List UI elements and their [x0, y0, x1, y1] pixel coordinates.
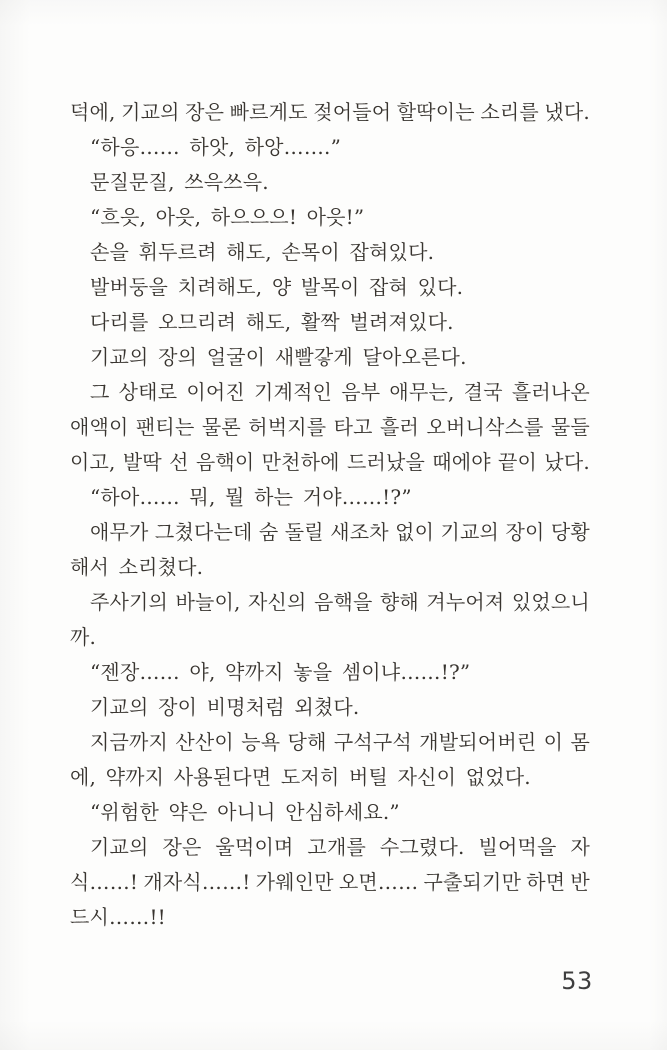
text-word: 흘러: [380, 415, 420, 439]
text-word: 산산이: [175, 730, 234, 754]
text-line: “흐읏, 아읏, 하으으으! 아읏!”: [90, 205, 365, 229]
text-word: 겨누어져: [426, 590, 505, 614]
text-word: 개발되어버린: [419, 730, 537, 754]
text-word: 울먹이며: [215, 835, 294, 859]
text-word: 때에야: [432, 450, 491, 474]
text-word: 식……!: [70, 870, 139, 894]
text-word: 반: [570, 870, 590, 894]
text-word: 냈다.: [544, 100, 590, 124]
text-word: 하면: [526, 870, 566, 894]
text-line: 손을 휘두르려 해도, 손목이 잡혀있다.: [90, 240, 435, 264]
text-block: [70, 95, 590, 935]
text-word: 있었으니: [511, 590, 590, 614]
text-word: 덕에,: [70, 100, 116, 124]
text-word: 음부: [341, 380, 381, 404]
text-line: 기교의 장이 비명처럼 외쳤다.: [90, 695, 360, 719]
text-word: 발딱: [122, 450, 162, 474]
text-word: 이고,: [70, 450, 116, 474]
text-word: 허벅지를: [248, 415, 327, 439]
text-line: [70, 445, 590, 480]
text-word: 빠르게도: [229, 100, 308, 124]
text-word: 끝이: [498, 450, 538, 474]
text-word: 자: [570, 835, 590, 859]
text-word: 바늘이,: [175, 590, 241, 614]
text-line: [70, 515, 590, 550]
text-word: 장이: [505, 520, 545, 544]
text-line: 다리를 오므리려 해도, 활짝 벌려져있다.: [90, 310, 454, 334]
text-word: 팬티는: [135, 415, 195, 439]
text-word: 없이: [395, 520, 435, 544]
text-word: 고개를: [307, 835, 366, 859]
text-word: 음핵이: [195, 450, 255, 474]
text-line: “하응…… 하앗, 하앙…….”: [90, 135, 341, 159]
text-line: “하아…… 뭐, 뭘 하는 거야……!?”: [90, 485, 412, 509]
text-line: “젠장…… 야, 약까지 놓을 셈이냐……!?”: [90, 660, 471, 684]
text-word: 오버니삭스를: [426, 415, 544, 439]
text-word: 젖어들어: [313, 100, 392, 124]
text-word: 선: [169, 450, 189, 474]
text-word: 새조차: [330, 520, 389, 544]
text-word: 기계적인: [254, 380, 333, 404]
text-word: 소리를: [480, 100, 539, 124]
text-word: 났다.: [544, 450, 590, 474]
text-word: 자신의: [248, 590, 307, 614]
text-word: 장은: [162, 835, 202, 859]
text-word: 구석구석: [333, 730, 412, 754]
text-line: [70, 725, 590, 760]
text-word: 그쳤다는데: [154, 520, 253, 544]
text-word: 당황: [550, 520, 590, 544]
page-number: 53: [561, 967, 593, 995]
text-word: 개자식……!: [143, 870, 251, 894]
text-word: 능욕: [241, 730, 281, 754]
text-line: [70, 95, 590, 130]
text-word: 결국: [463, 380, 503, 404]
text-word: 애무는,: [389, 380, 455, 404]
text-word: 빌어먹을: [478, 835, 557, 859]
text-line: [70, 410, 590, 445]
text-word: 숨: [258, 520, 279, 544]
text-line: [70, 585, 590, 620]
text-word: 몸: [570, 730, 590, 754]
text-word: 오면……: [338, 870, 419, 894]
text-word: 음핵을: [313, 590, 373, 614]
text-word: 만천하에: [261, 450, 340, 474]
text-word: 돌릴: [284, 520, 324, 544]
text-word: 기교의: [440, 520, 500, 544]
text-word: 애액이: [70, 415, 129, 439]
text-word: 물론: [201, 415, 241, 439]
text-word: 기교의: [90, 835, 149, 859]
text-word: 타고: [333, 415, 373, 439]
text-word: 지금까지: [90, 730, 169, 754]
text-word: 수그렸다.: [379, 835, 465, 859]
text-word: 구출되기만: [423, 870, 522, 894]
text-line: [70, 830, 590, 865]
text-line: 기교의 장의 얼굴이 새빨갛게 달아오른다.: [90, 345, 467, 369]
text-word: 상태로: [118, 380, 178, 404]
text-line: 드시……!!: [70, 905, 166, 929]
text-word: 가웨인만: [255, 870, 334, 894]
text-word: 장은: [185, 100, 225, 124]
text-line: [70, 375, 590, 410]
text-word: 애무가: [90, 520, 149, 544]
text-line: 해서 소리쳤다.: [70, 555, 204, 579]
text-line: [70, 865, 590, 900]
text-word: 드러났을: [346, 450, 426, 474]
text-word: 흘러나온: [511, 380, 590, 404]
text-line: “위험한 약은 아니니 안심하세요.”: [90, 800, 400, 824]
text-word: 주사기의: [90, 590, 169, 614]
text-word: 당해: [287, 730, 327, 754]
text-line: 문질문질, 쓰윽쓰윽.: [90, 170, 269, 194]
text-line: 까.: [70, 625, 97, 649]
text-word: 향해: [379, 590, 419, 614]
text-line: 에, 약까지 사용된다면 도저히 버틸 자신이 없었다.: [70, 765, 531, 789]
text-word: 물들: [550, 415, 590, 439]
text-word: 이어진: [186, 380, 245, 404]
text-line: 발버둥을 치려해도, 양 발목이 잡혀 있다.: [90, 275, 464, 299]
text-word: 이: [543, 730, 564, 754]
text-word: 할딱이는: [396, 100, 475, 124]
text-word: 기교의: [121, 100, 180, 124]
text-word: 그: [90, 380, 110, 404]
